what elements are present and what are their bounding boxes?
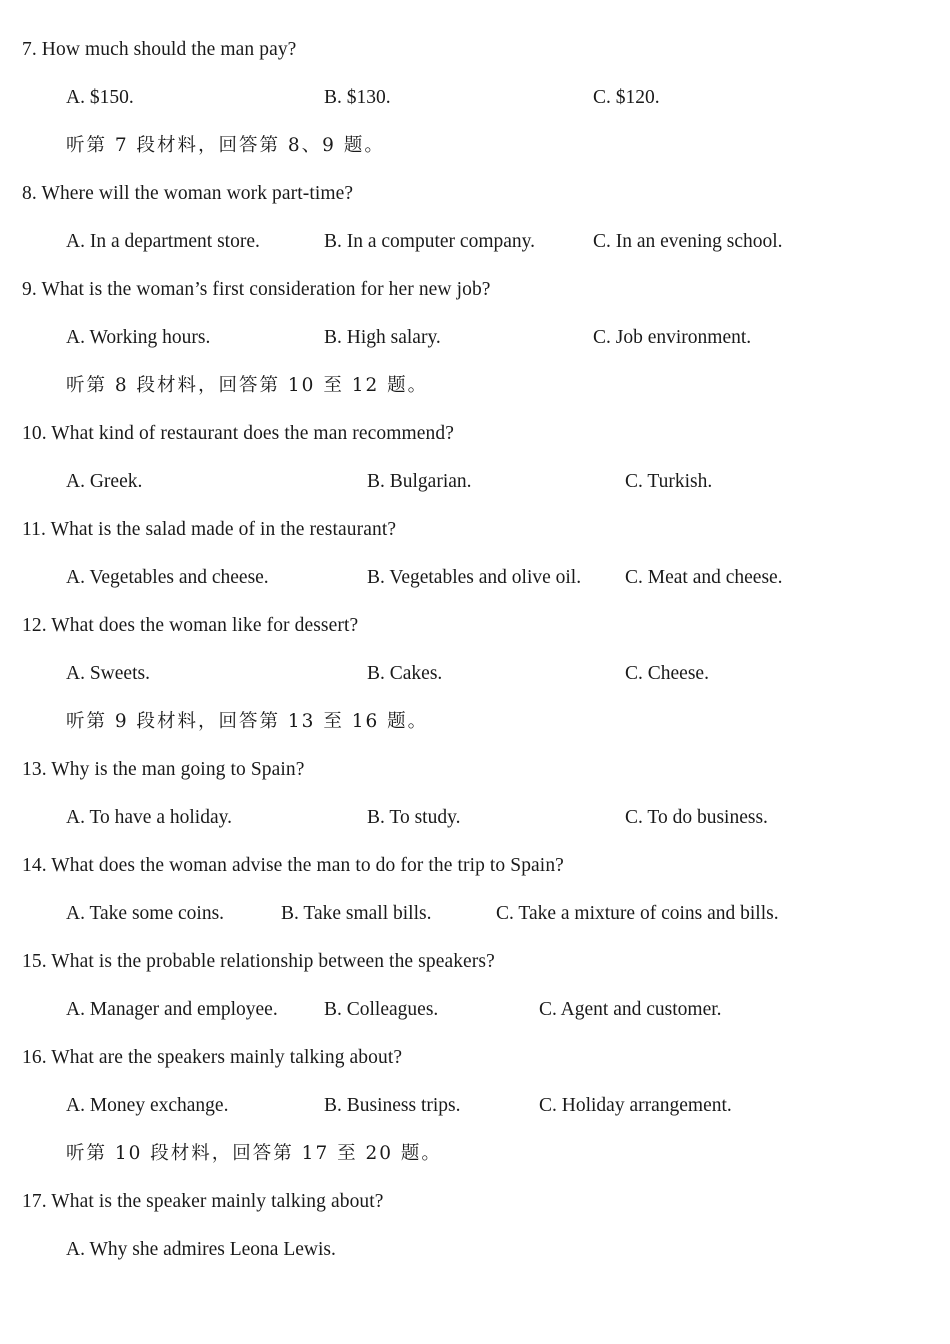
- option-b: B. To study.: [367, 807, 461, 828]
- option-a: A. $150.: [66, 87, 134, 108]
- option-c: C. Holiday arrangement.: [539, 1095, 732, 1116]
- question-8: 8. Where will the woman work part-time?: [22, 183, 354, 204]
- option-a: A. Why she admires Leona Lewis.: [66, 1239, 336, 1260]
- option-c: C. Job environment.: [593, 327, 752, 348]
- option-c: C. To do business.: [625, 807, 768, 828]
- option-a: A. Money exchange.: [66, 1095, 229, 1116]
- question-15: 15. What is the probable relationship between the speakers?: [22, 951, 495, 972]
- option-b: B. Take small bills.: [281, 903, 432, 924]
- option-a: A. Manager and employee.: [66, 999, 278, 1020]
- option-b: B. Cakes.: [367, 663, 443, 684]
- option-c: C. Meat and cheese.: [625, 567, 783, 588]
- option-b: B. Bulgarian.: [367, 471, 472, 492]
- option-a: A. Greek.: [66, 471, 143, 492]
- section-heading-8: 听第 8 段材料，回答第 10 至 12 题。: [66, 375, 429, 396]
- question-7: 7. How much should the man pay?: [22, 39, 297, 60]
- section-heading-7: 听第 7 段材料，回答第 8、9 题。: [66, 135, 385, 156]
- option-c: C. In an evening school.: [593, 231, 783, 252]
- option-a: A. In a department store.: [66, 231, 260, 252]
- question-14: 14. What does the woman advise the man to do for the trip to Spain?: [22, 855, 564, 876]
- question-9: 9. What is the woman’s first consideration for her new job?: [22, 279, 491, 300]
- option-c: C. Take a mixture of coins and bills.: [496, 903, 779, 924]
- option-b: B. Colleagues.: [324, 999, 439, 1020]
- question-13: 13. Why is the man going to Spain?: [22, 759, 305, 780]
- question-16: 16. What are the speakers mainly talking about?: [22, 1047, 403, 1068]
- option-b: B. $130.: [324, 87, 391, 108]
- section-heading-10: 听第 10 段材料，回答第 17 至 20 题。: [66, 1143, 442, 1164]
- option-b: B. High salary.: [324, 327, 441, 348]
- option-a: A. Working hours.: [66, 327, 211, 348]
- option-c: C. Turkish.: [625, 471, 713, 492]
- section-heading-9: 听第 9 段材料，回答第 13 至 16 题。: [66, 711, 429, 732]
- question-17: 17. What is the speaker mainly talking about?: [22, 1191, 384, 1212]
- option-a: A. Take some coins.: [66, 903, 225, 924]
- option-a: A. To have a holiday.: [66, 807, 232, 828]
- question-12: 12. What does the woman like for dessert?: [22, 615, 359, 636]
- option-c: C. $120.: [593, 87, 660, 108]
- option-c: C. Agent and customer.: [539, 999, 722, 1020]
- option-a: A. Sweets.: [66, 663, 150, 684]
- question-11: 11. What is the salad made of in the restaurant?: [22, 519, 397, 540]
- question-10: 10. What kind of restaurant does the man recommend?: [22, 423, 454, 444]
- option-c: C. Cheese.: [625, 663, 709, 684]
- option-a: A. Vegetables and cheese.: [66, 567, 269, 588]
- option-b: B. Vegetables and olive oil.: [367, 567, 582, 588]
- option-b: B. Business trips.: [324, 1095, 461, 1116]
- option-b: B. In a computer company.: [324, 231, 536, 252]
